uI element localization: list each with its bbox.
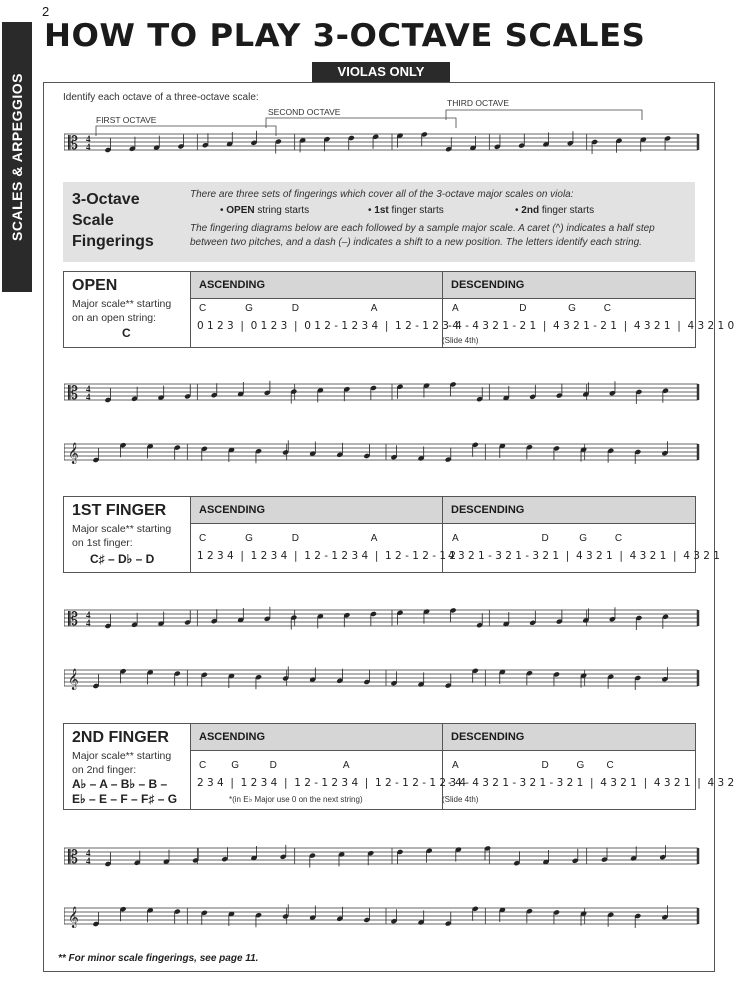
1st-finger-fingering-table [63, 496, 720, 573]
section-desc-2: on an open string: [72, 312, 157, 324]
descending-header: DESCENDING [443, 272, 695, 299]
fingerings-title-line-2: Scale [72, 212, 114, 229]
side-tab-label: SCALES & ARPEGGIOS [9, 73, 25, 241]
fingerings-title-line-1: 3-Octave [72, 191, 140, 208]
section-desc-1: Major scale** starting [72, 750, 172, 762]
ascending-header: ASCENDING [191, 497, 443, 524]
item-bold: 1st [374, 205, 389, 216]
section-header [64, 272, 191, 347]
2nd-finger-scale-staff-1 [64, 832, 704, 882]
ascending-header: ASCENDING [191, 724, 443, 751]
page-title: HOW TO PLAY 3-OCTAVE SCALES [44, 18, 646, 54]
section-key-2: E♭ – E – F – F♯ – G [72, 792, 178, 806]
descending-fingers: 4 3 2 1 - 3 2 1 - 3 2 1 | 4 3 2 1 | 4 3 2 1 | 4 3 2 1 [448, 550, 720, 562]
2nd-finger-scale-staff-2 [64, 892, 704, 942]
section-key: A♭ – A – B♭ – B – [72, 777, 168, 791]
fingerings-line-1: There are three sets of fingerings which cover all of the 3-octave major scales on viola: [190, 189, 574, 200]
open-fingering-table [63, 271, 735, 348]
clef-glyph: 𝄞 [68, 907, 79, 928]
section-header [64, 724, 191, 809]
ascending-strings: C G D A [199, 533, 378, 544]
clef-glyph: 𝄡 [68, 383, 79, 404]
ascending-fingers: 1 2 3 4 | 1 2 3 4 | 1 2 - 1 2 3 4 | 1 2 - 1 2 - 1 2 [197, 550, 457, 562]
section-name: 1ST FINGER [72, 502, 167, 519]
page-number: 2 [42, 4, 50, 19]
footnote: ** For minor scale fingerings, see page 11. [58, 953, 259, 964]
fingerings-line-2: The fingering diagrams below are each followed by a sample major scale. A caret (^) indicates a half step [190, 223, 655, 234]
svg-text:4: 4 [86, 134, 91, 144]
section-name: 2ND FINGER [72, 729, 169, 746]
item-rest: finger starts [539, 205, 595, 216]
fingerings-title [72, 189, 154, 252]
item-rest: finger starts [388, 205, 444, 216]
fingerings-item-1st: • 1st finger starts [368, 205, 444, 216]
ascending-fingers: 2 3 4 | 1 2 3 4 | 1 2 - 1 2 3 4 | 1 2 - 1 2 - 1 2 3 4 [197, 777, 467, 789]
section-key: C [122, 326, 131, 340]
ascending-header: ASCENDING [191, 272, 443, 299]
svg-text:4: 4 [86, 142, 91, 152]
descending-note: (Slide 4th) [442, 336, 479, 345]
svg-text:4: 4 [86, 848, 91, 858]
descending-strings: A D G C [452, 760, 614, 771]
svg-text:4: 4 [86, 856, 91, 866]
clef-glyph: 𝄡 [68, 609, 79, 630]
item-bold: 2nd [521, 205, 540, 216]
intro-text: Identify each octave of a three-octave scale: [63, 92, 259, 103]
descending-note: (Slide 4th) [442, 795, 479, 804]
descending-header: DESCENDING [443, 497, 695, 524]
ascending-strings: C G D A [199, 303, 378, 314]
descending-fingers: - 4 - 4 3 2 1 - 3 2 1 - 3 2 1 | 4 3 2 1 | 4 3 2 1 | 4 3 2 [448, 777, 735, 789]
descending-strings: A D G C [452, 533, 623, 544]
first-octave-label: FIRST OCTAVE [96, 115, 157, 125]
ascending-fingers: 0 1 2 3 | 0 1 2 3 | 0 1 2 - 1 2 3 4 | 1 2 - 1 2 3 4 [197, 320, 459, 332]
item-rest: string starts [254, 205, 310, 216]
clef-glyph: 𝄞 [68, 443, 79, 464]
descending-header: DESCENDING [443, 724, 695, 751]
side-tab [2, 22, 32, 292]
clef-glyph: 𝄡 [68, 133, 79, 154]
descending-strings: A D G C [452, 303, 611, 314]
1st-finger-scale-staff-2 [64, 654, 704, 704]
open-scale-staff-2 [64, 428, 704, 478]
section-desc-2: on 2nd finger: [72, 764, 137, 776]
fingerings-item-2nd: • 2nd finger starts [515, 205, 595, 216]
svg-text:4: 4 [86, 618, 91, 628]
svg-text:4: 4 [86, 384, 91, 394]
section-name: OPEN [72, 277, 118, 294]
section-key: C♯ – D♭ – D [90, 552, 155, 566]
column-divider [442, 524, 443, 572]
1st-finger-scale-staff-1 [64, 594, 704, 644]
ascending-note: *(in E♭ Major use 0 on the next string) [229, 795, 363, 804]
fingerings-item-open: • OPEN string starts [220, 205, 310, 216]
section-desc-2: on 1st finger: [72, 537, 133, 549]
svg-text:4: 4 [86, 610, 91, 620]
ascending-strings: C G D A [199, 760, 350, 771]
section-desc-1: Major scale** starting [72, 523, 172, 535]
2nd-finger-fingering-table [63, 723, 735, 810]
clef-glyph: 𝄞 [68, 669, 79, 690]
svg-text:4: 4 [86, 392, 91, 402]
fingerings-title-line-3: Fingerings [72, 233, 154, 250]
section-desc-1: Major scale** starting [72, 298, 172, 310]
fingerings-line-3: between two pitches, and a dash (–) indicates a shift to a new position. The letters identify each string. [190, 237, 642, 248]
open-scale-staff-1 [64, 368, 704, 418]
intro-staff [64, 128, 704, 168]
item-bold: OPEN [226, 205, 255, 216]
subtitle-badge: VIOLAS ONLY [312, 62, 450, 82]
descending-fingers: - 4 - 4 3 2 1 - 2 1 | 4 3 2 1 - 2 1 | 4 3 2 1 | 4 3 2 1 0 [448, 320, 735, 332]
section-header [64, 497, 191, 572]
third-octave-label: THIRD OCTAVE [447, 98, 510, 108]
clef-glyph: 𝄡 [68, 847, 79, 868]
second-octave-label: SECOND OCTAVE [268, 107, 341, 117]
